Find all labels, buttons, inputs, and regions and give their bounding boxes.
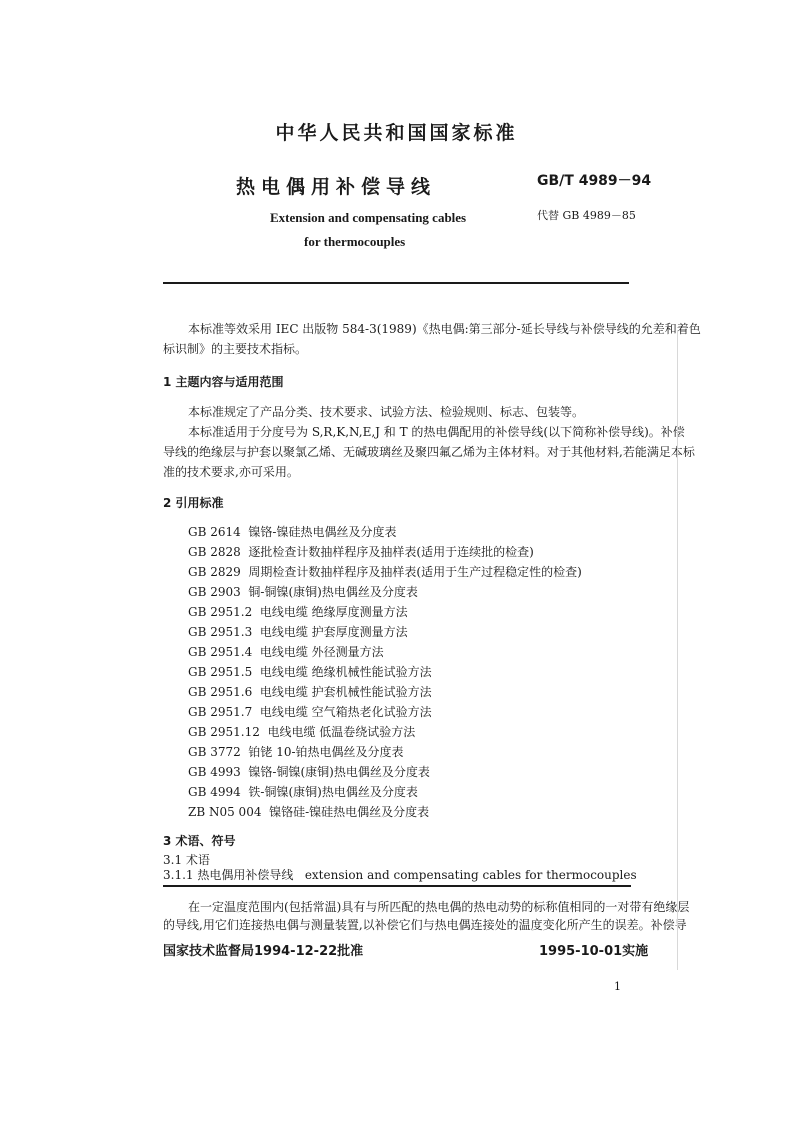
reference-code: GB 2829	[188, 565, 241, 579]
reference-item	[188, 582, 418, 602]
standard-number: GB/T 4989－94	[537, 173, 652, 189]
reference-title: 电线电缆 低温卷绕试验方法	[267, 725, 416, 739]
intro-line-1: 本标准等效采用 IEC 出版物 584-3(1989)《热电偶:第三部分-延长导线与补偿导线的允差和着色	[188, 322, 701, 336]
effective-date-label: 1995-10-01实施	[539, 944, 649, 959]
reference-title: 铜-铜镍(康铜)热电偶丝及分度表	[248, 585, 418, 599]
reference-code: GB 4993	[188, 765, 241, 779]
reference-title: 电线电缆 外径测量方法	[259, 645, 384, 659]
section-1-para-2-line-2: 导线的绝缘层与护套以聚氯乙烯、无碱玻璃丝及聚四氟乙烯为主体材料。对于其他材料,若能满足本标	[163, 445, 695, 459]
reference-title: 铁-铜镍(康铜)热电偶丝及分度表	[248, 785, 418, 799]
section-3-heading: 3 术语、符号	[163, 834, 236, 848]
reference-item	[188, 762, 430, 782]
issue-date-label: 国家技术监督局1994-12-22批准	[163, 944, 364, 959]
reference-item	[188, 622, 408, 642]
reference-item	[188, 722, 415, 742]
document-title-en-line1: Extension and compensating cables	[270, 210, 467, 225]
reference-title: 镍铬-镍硅热电偶丝及分度表	[248, 525, 397, 539]
page-number: 1	[614, 980, 621, 993]
reference-code: GB 3772	[188, 745, 241, 759]
reference-code: GB 2951.3	[188, 625, 253, 639]
reference-item	[188, 642, 384, 662]
reference-code: ZB N05 004	[188, 805, 262, 819]
reference-title: 电线电缆 空气箱热老化试验方法	[259, 705, 432, 719]
reference-code: GB 2951.12	[188, 725, 260, 739]
intro-line-2: 标识制》的主要技术指标。	[163, 342, 308, 356]
document-title-en-line2: for thermocouples	[304, 234, 406, 249]
reference-code: GB 2951.2	[188, 605, 253, 619]
document-title-zh: 热电偶用补偿导线	[236, 176, 437, 198]
reference-title: 铂铑 10-铂热电偶丝及分度表	[248, 745, 404, 759]
header-divider	[163, 282, 629, 284]
section-2-heading: 2 引用标准	[163, 496, 224, 510]
reference-item	[188, 682, 432, 702]
reference-item	[188, 562, 582, 582]
section-1-para-2-line-3: 准的技术要求,亦可采用。	[163, 465, 299, 479]
section-3-1-heading: 3.1 术语	[163, 853, 210, 867]
reference-item	[188, 542, 534, 562]
reference-item	[188, 602, 408, 622]
reference-code: GB 2951.7	[188, 705, 253, 719]
reference-item	[188, 742, 404, 762]
reference-code: GB 2951.4	[188, 645, 253, 659]
reference-title: 电线电缆 绝缘机械性能试验方法	[259, 665, 432, 679]
reference-code: GB 2828	[188, 545, 241, 559]
reference-title: 电线电缆 护套厚度测量方法	[259, 625, 408, 639]
reference-title: 镍铬-铜镍(康铜)热电偶丝及分度表	[248, 765, 430, 779]
section-1-heading: 1 主题内容与适用范围	[163, 375, 284, 389]
reference-title: 逐批检查计数抽样程序及抽样表(适用于连续批的检查)	[248, 545, 534, 559]
reference-item	[188, 522, 396, 542]
footer-divider	[163, 885, 631, 887]
definition-line-1: 在一定温度范围内(包括常温)具有与所匹配的热电偶的热电动势的标称值相同的一对带有绝缘层	[188, 900, 690, 914]
reference-code: GB 2951.6	[188, 685, 253, 699]
reference-title: 周期检查计数抽样程序及抽样表(适用于生产过程稳定性的检查)	[248, 565, 582, 579]
reference-title: 电线电缆 绝缘厚度测量方法	[259, 605, 408, 619]
section-3-1-1-heading	[163, 867, 637, 883]
reference-code: GB 2903	[188, 585, 241, 599]
section-1-para-2-line-1: 本标准适用于分度号为 S,R,K,N,E,J 和 T 的热电偶配用的补偿导线(以下简称补偿导线)。补偿	[188, 425, 685, 439]
definition-line-2: 的导线,用它们连接热电偶与测量装置,以补偿它们与热电偶连接处的温度变化所产生的误差。补偿导	[163, 918, 687, 932]
reference-code: GB 4994	[188, 785, 241, 799]
reference-item	[188, 782, 418, 802]
scan-edge-line	[677, 330, 678, 970]
reference-item	[188, 802, 429, 822]
reference-item	[188, 702, 432, 722]
reference-title: 镍铬硅-镍硅热电偶丝及分度表	[269, 805, 430, 819]
reference-item	[188, 662, 432, 682]
replaces-standard: 代替 GB 4989－85	[537, 209, 636, 222]
term-zh: 3.1.1 热电偶用补偿导线	[163, 868, 294, 882]
country-standard-label: 中华人民共和国国家标准	[275, 122, 518, 144]
reference-code: GB 2951.5	[188, 665, 253, 679]
section-1-para-1: 本标准规定了产品分类、技术要求、试验方法、检验规则、标志、包装等。	[188, 405, 585, 419]
reference-title: 电线电缆 护套机械性能试验方法	[259, 685, 432, 699]
reference-code: GB 2614	[188, 525, 241, 539]
term-en: extension and compensating cables for thermocouples	[304, 868, 637, 882]
